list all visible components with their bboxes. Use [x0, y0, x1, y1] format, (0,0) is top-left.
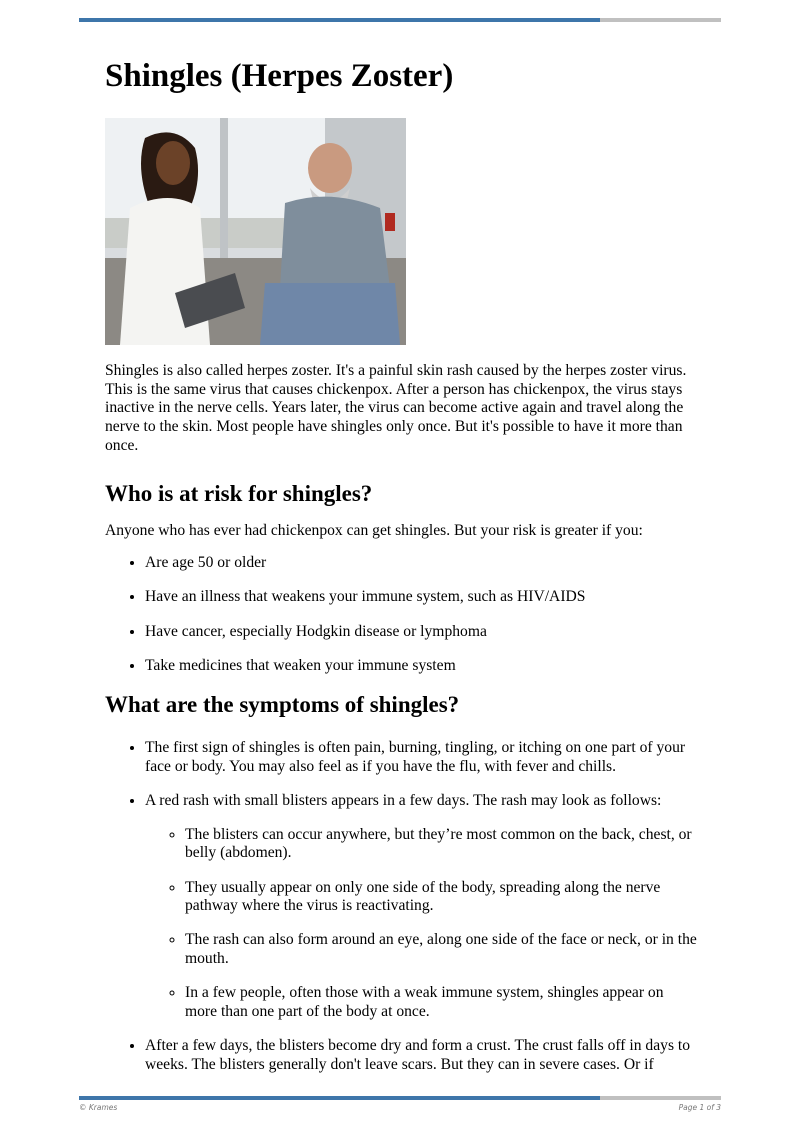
sub-list-item: ◦ The rash can also form around an eye, along one side of the face or neck, or in the mouth.: [185, 931, 697, 968]
footer-copyright: © Krames: [79, 1103, 118, 1112]
footer-page-number: Page 1 of 3: [678, 1103, 721, 1112]
document-body: [105, 54, 697, 1090]
page-title: Shingles (Herpes Zoster): [105, 58, 454, 94]
sub-list-item: ◦ In a few people, often those with a weak immune system, shingles appear on more than one part of the body at once.: [185, 984, 697, 1021]
list-item: • After a few days, the blisters become dry and form a crust. The crust falls off in days to weeks. The blisters generally don't leave scars. But they can in severe cases. Or if: [145, 1037, 697, 1074]
footer-rule: [79, 1096, 721, 1100]
sub-list-item: ◦ They usually appear on only one side of the body, spreading along the nerve pathway where the virus is reactivating.: [185, 879, 697, 916]
list-item: • A red rash with small blisters appears in a few days. The rash may look as follows: ◦ The blisters can occur anywhere, but they’re most common on the back, chest, or belly (abdomen). ◦ They usually appear on only one side of the body, spreading along the nerve pathway where the virus is reactivating. ◦ The rash can also form around an eye, along one side of the face or neck, or in the mouth. ◦ In a few people, often those with a weak immune system, shingles appear on more than one part of the body at once.: [145, 792, 697, 1022]
sub-list-item: ◦ The blisters can occur anywhere, but they’re most common on the back, chest, or belly (abdomen).: [185, 826, 697, 863]
risk-lead: Anyone who has ever had chickenpox can get shingles. But your risk is greater if you:: [105, 521, 643, 539]
list-item: • Are age 50 or older: [145, 554, 697, 573]
symptoms-list: [105, 739, 697, 1075]
list-item: • Take medicines that weaken your immune system: [145, 657, 697, 676]
list-item: • The first sign of shingles is often pain, burning, tingling, or itching on one part of your face or body. You may also feel as if you have the flu, with fever and chills.: [145, 739, 697, 776]
list-item: • Have cancer, especially Hodgkin disease or lymphoma: [145, 623, 697, 642]
symptoms-heading: What are the symptoms of shingles?: [105, 692, 460, 718]
header-rule: [79, 18, 721, 22]
risk-list: [105, 554, 697, 675]
doctor-patient-photo: [105, 118, 406, 345]
list-item: • Have an illness that weakens your immune system, such as HIV/AIDS: [145, 588, 697, 607]
intro-paragraph: Shingles is also called herpes zoster. It's a painful skin rash caused by the herpes zoster virus. This is the same virus that causes chickenpox. After a person has chickenpox, the virus stays inactive in the nerve cells. Years later, the virus can become active again and travel along the nerve to the skin. Most people have shingles only once. But it's possible to have it more than once.: [105, 362, 687, 454]
risk-heading: Who is at risk for shingles?: [105, 480, 373, 506]
rash-sublist: [145, 826, 697, 1022]
